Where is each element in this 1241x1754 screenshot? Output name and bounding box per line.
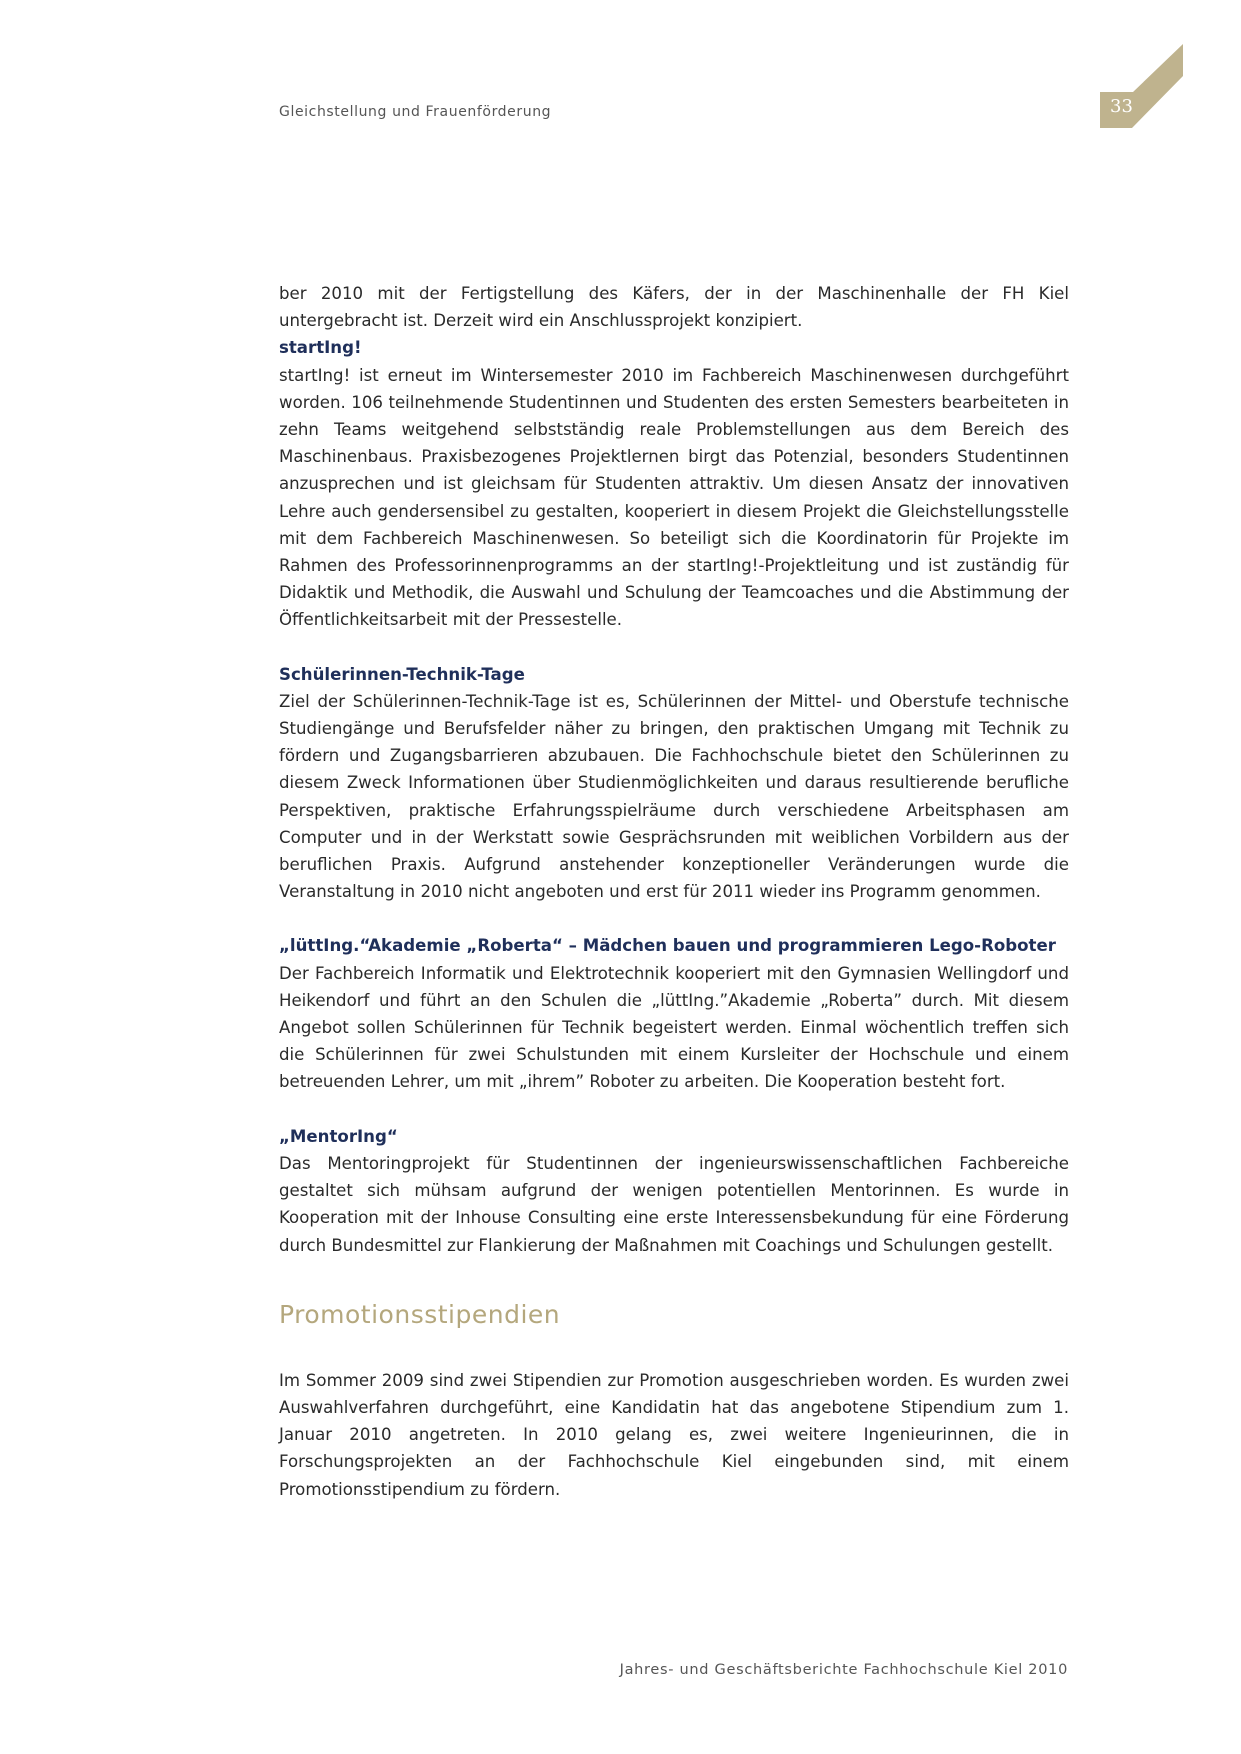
running-head: Gleichstellung und Frauenförderung	[279, 104, 552, 120]
section-schuelerinnen-technik-tage	[279, 661, 1069, 906]
main-content	[279, 280, 1069, 1503]
section-luetting-akademie	[279, 932, 1069, 1095]
section-body: Der Fachbereich Informatik und Elektrotechnik kooperiert mit den Gymnasien Wellingdorf und Heikendorf und führt an den Schulen die „lüttIng.”Akademie „Roberta” durch. Mit diesem Angebot sollen Schülerinnen für Technik begeistert werden. Einmal wöchentlich treffen sich die Schülerinnen für zwei Schulstunden mit einem Kursleiter der Hochschule und einem betreuenden Lehrer, um mit „ihrem” Roboter zu arbeiten. Die Kooperation besteht fort.	[279, 963, 1069, 1092]
section-body: Ziel der Schülerinnen-Technik-Tage ist es, Schülerinnen der Mittel- und Oberstufe technische Studiengänge und Berufsfelder näher zu bringen, den praktischen Umgang mit Technik zu fördern und Zugangsbarrieren abzubauen. Die Fachhochschule bietet den Schülerinnen zu diesem Zweck Informationen über Studienmöglichkeiten und daraus resultierende berufliche Perspektiven, praktische Erfahrungsspielräume durch verschiedene Arbeitsphasen am Computer und in der Werkstatt sowie Gesprächsrunden mit weiblichen Vorbildern aus der beruflichen Praxis. Aufgrund anstehender konzeptioneller Veränderungen wurde die Veranstaltung in 2010 nicht angeboten und erst für 2011 wieder ins Programm genommen.	[279, 691, 1069, 902]
page-footer: Jahres- und Geschäftsberichte Fachhochschule Kiel 2010	[619, 1662, 1068, 1678]
section-heading: „lüttIng.“Akademie „Roberta“ – Mädchen bauen und programmieren Lego-Roboter	[279, 936, 1056, 956]
section-title-promotionsstipendien: Promotionsstipendien	[279, 1299, 561, 1329]
intro-paragraph: ber 2010 mit der Fertigstellung des Käfers, der in der Maschinenhalle der FH Kiel untergebracht ist. Derzeit wird ein Anschlussprojekt konzipiert.	[279, 284, 1069, 331]
section-body: Das Mentoringprojekt für Studentinnen der ingenieurswissenschaftlichen Fachbereiche gestaltet sich mühsam aufgrund der wenigen potentiellen Mentorinnen. Es wurde in Kooperation mit der Inhouse Consulting eine erste Interessensbekundung für eine Förderung durch Bundesmittel zur Flankierung der Maßnahmen mit Coachings und Schulungen gestellt.	[279, 1153, 1069, 1255]
section-body: startIng! ist erneut im Wintersemester 2010 im Fachbereich Maschinenwesen durchgeführt worden. 106 teilnehmende Studentinnen und Studenten des ersten Semesters bearbeiteten in zehn Teams weitgehend selbstständig reale Problemstellungen aus dem Bereich des Maschinenbaus. Praxisbezogenes Projektlernen birgt das Potenzial, besonders Studentinnen anzusprechen und ist gleichsam für Studenten attraktiv. Um diesen Ansatz der innovativen Lehre auch gendersensibel zu gestalten, kooperiert in diesem Projekt die Gleichstellungsstelle mit dem Fachbereich Maschinenwesen. So beteiligt sich die Koordinatorin für Projekte im Rahmen des Professorinnenprogramms an der startIng!-Projektleitung und ist zuständig für Didaktik und Methodik, die Auswahl und Schulung der Teamcoaches und die Abstimmung der Öffentlichkeitsarbeit mit der Pressestelle.	[279, 365, 1069, 630]
section-mentoring	[279, 1123, 1069, 1259]
section-starting	[279, 334, 1069, 633]
section-heading: Schülerinnen-Technik-Tage	[279, 664, 525, 684]
section-heading: „MentorIng“	[279, 1126, 398, 1146]
promotion-paragraph: Im Sommer 2009 sind zwei Stipendien zur Promotion ausgeschrieben worden. Es wurden zwei Auswahlverfahren durchgeführt, eine Kandidatin hat das angebotene Stipendium zum 1. Januar 2010 angetreten. In 2010 gelang es, zwei weitere Ingenieurinnen, die in Forschungsprojekten an der Fachhochschule Kiel eingebunden sind, mit einem Promotionsstipendium zu fördern.	[279, 1370, 1069, 1499]
section-heading: startIng!	[279, 338, 362, 358]
page-number: 33	[1110, 96, 1133, 117]
